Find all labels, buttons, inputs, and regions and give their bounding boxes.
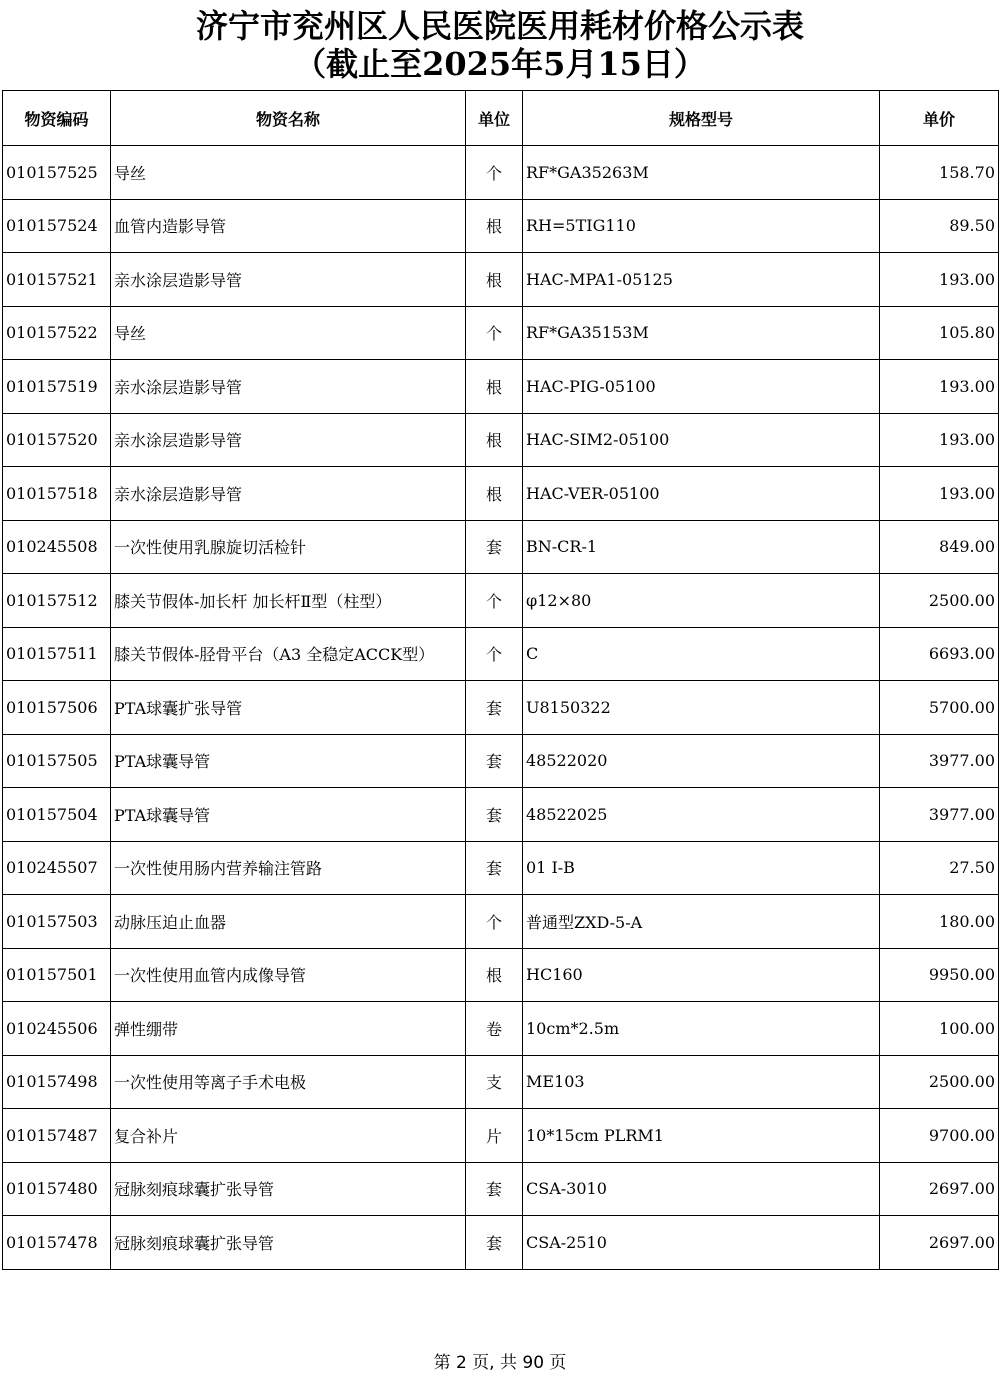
cell-name: 一次性使用乳腺旋切活检针 <box>111 520 466 574</box>
cell-name: 导丝 <box>111 306 466 360</box>
cell-code: 010157511 <box>3 627 111 681</box>
cell-spec: C <box>523 627 880 681</box>
cell-price: 193.00 <box>880 253 999 307</box>
cell-price: 158.70 <box>880 146 999 200</box>
cell-price: 3977.00 <box>880 788 999 842</box>
cell-name: 膝关节假体-胫骨平台（A3 全稳定ACCK型） <box>111 627 466 681</box>
page-subtitle-date: （截止至2025年5月15日） <box>294 45 706 83</box>
cell-unit: 支 <box>466 1055 523 1109</box>
cell-code: 010157504 <box>3 788 111 842</box>
cell-name: 一次性使用肠内营养输注管路 <box>111 841 466 895</box>
header-name: 物资名称 <box>111 91 466 146</box>
cell-unit: 个 <box>466 574 523 628</box>
cell-name: 动脉压迫止血器 <box>111 895 466 949</box>
table-row <box>3 413 999 467</box>
cell-unit: 卷 <box>466 1002 523 1056</box>
cell-name: 亲水涂层造影导管 <box>111 360 466 414</box>
cell-name: 冠脉刻痕球囊扩张导管 <box>111 1216 466 1270</box>
cell-code: 010157522 <box>3 306 111 360</box>
cell-unit: 个 <box>466 146 523 200</box>
cell-unit: 个 <box>466 306 523 360</box>
cell-spec: BN-CR-1 <box>523 520 880 574</box>
cell-spec: 10*15cm PLRM1 <box>523 1109 880 1163</box>
cell-name: 复合补片 <box>111 1109 466 1163</box>
table-row <box>3 627 999 681</box>
cell-name: 亲水涂层造影导管 <box>111 253 466 307</box>
header-unit: 单位 <box>466 91 523 146</box>
cell-spec: HAC-VER-05100 <box>523 467 880 521</box>
cell-spec: φ12×80 <box>523 574 880 628</box>
cell-unit: 套 <box>466 681 523 735</box>
cell-code: 010157505 <box>3 734 111 788</box>
cell-spec: 48522025 <box>523 788 880 842</box>
cell-unit: 根 <box>466 199 523 253</box>
cell-spec: HAC-SIM2-05100 <box>523 413 880 467</box>
table-row <box>3 841 999 895</box>
cell-spec: 01 Ⅰ-B <box>523 841 880 895</box>
cell-unit: 套 <box>466 734 523 788</box>
cell-unit: 套 <box>466 1216 523 1270</box>
cell-name: PTA球囊导管 <box>111 734 466 788</box>
cell-unit: 根 <box>466 360 523 414</box>
cell-price: 9700.00 <box>880 1109 999 1163</box>
cell-code: 010157478 <box>3 1216 111 1270</box>
cell-code: 010245508 <box>3 520 111 574</box>
page-footer: 第 2 页, 共 90 页 <box>433 1353 567 1373</box>
cell-code: 010157520 <box>3 413 111 467</box>
cell-name: 导丝 <box>111 146 466 200</box>
cell-price: 100.00 <box>880 1002 999 1056</box>
table-row <box>3 734 999 788</box>
cell-code: 010157519 <box>3 360 111 414</box>
cell-name: PTA球囊扩张导管 <box>111 681 466 735</box>
table-row <box>3 681 999 735</box>
cell-spec: 48522020 <box>523 734 880 788</box>
cell-price: 193.00 <box>880 360 999 414</box>
cell-price: 193.00 <box>880 467 999 521</box>
table-row <box>3 1162 999 1216</box>
cell-spec: U8150322 <box>523 681 880 735</box>
cell-spec: ME103 <box>523 1055 880 1109</box>
cell-code: 010157525 <box>3 146 111 200</box>
cell-code: 010245506 <box>3 1002 111 1056</box>
cell-unit: 套 <box>466 520 523 574</box>
cell-code: 010157512 <box>3 574 111 628</box>
cell-spec: RF*GA35263M <box>523 146 880 200</box>
cell-spec: HAC-MPA1-05125 <box>523 253 880 307</box>
cell-name: 冠脉刻痕球囊扩张导管 <box>111 1162 466 1216</box>
cell-name: 一次性使用等离子手术电极 <box>111 1055 466 1109</box>
table-row <box>3 199 999 253</box>
cell-price: 105.80 <box>880 306 999 360</box>
cell-code: 010157503 <box>3 895 111 949</box>
cell-unit: 根 <box>466 948 523 1002</box>
header-code: 物资编码 <box>3 91 111 146</box>
cell-code: 010157506 <box>3 681 111 735</box>
cell-unit: 套 <box>466 788 523 842</box>
cell-price: 849.00 <box>880 520 999 574</box>
header-spec: 规格型号 <box>523 91 880 146</box>
cell-code: 010245507 <box>3 841 111 895</box>
cell-price: 2500.00 <box>880 574 999 628</box>
cell-code: 010157480 <box>3 1162 111 1216</box>
cell-spec: CSA-2510 <box>523 1216 880 1270</box>
cell-spec: HAC-PIG-05100 <box>523 360 880 414</box>
table-row <box>3 146 999 200</box>
table-row <box>3 1055 999 1109</box>
cell-unit: 个 <box>466 895 523 949</box>
table-row <box>3 1002 999 1056</box>
cell-code: 010157518 <box>3 467 111 521</box>
cell-spec: RH=5TIG110 <box>523 199 880 253</box>
cell-code: 010157521 <box>3 253 111 307</box>
cell-spec: 10cm*2.5m <box>523 1002 880 1056</box>
table-row <box>3 1109 999 1163</box>
cell-price: 5700.00 <box>880 681 999 735</box>
cell-price: 180.00 <box>880 895 999 949</box>
cell-price: 6693.00 <box>880 627 999 681</box>
table-row <box>3 574 999 628</box>
cell-name: 亲水涂层造影导管 <box>111 413 466 467</box>
cell-spec: 普通型ZXD-5-A <box>523 895 880 949</box>
cell-code: 010157498 <box>3 1055 111 1109</box>
cell-unit: 根 <box>466 467 523 521</box>
table-row <box>3 788 999 842</box>
cell-unit: 个 <box>466 627 523 681</box>
cell-price: 89.50 <box>880 199 999 253</box>
cell-unit: 根 <box>466 413 523 467</box>
cell-name: 弹性绷带 <box>111 1002 466 1056</box>
cell-name: PTA球囊导管 <box>111 788 466 842</box>
cell-price: 193.00 <box>880 413 999 467</box>
cell-unit: 根 <box>466 253 523 307</box>
cell-spec: HC160 <box>523 948 880 1002</box>
table-row <box>3 306 999 360</box>
cell-price: 2697.00 <box>880 1162 999 1216</box>
cell-name: 亲水涂层造影导管 <box>111 467 466 521</box>
cell-price: 2697.00 <box>880 1216 999 1270</box>
table-row <box>3 467 999 521</box>
cell-name: 血管内造影导管 <box>111 199 466 253</box>
cell-price: 9950.00 <box>880 948 999 1002</box>
cell-spec: CSA-3010 <box>523 1162 880 1216</box>
cell-price: 3977.00 <box>880 734 999 788</box>
table-header-row <box>3 91 999 146</box>
cell-spec: RF*GA35153M <box>523 306 880 360</box>
cell-code: 010157524 <box>3 199 111 253</box>
table-row <box>3 360 999 414</box>
table-row <box>3 895 999 949</box>
cell-unit: 套 <box>466 841 523 895</box>
table-row <box>3 520 999 574</box>
cell-unit: 套 <box>466 1162 523 1216</box>
cell-price: 2500.00 <box>880 1055 999 1109</box>
cell-price: 27.50 <box>880 841 999 895</box>
price-table <box>2 90 999 1270</box>
table-row <box>3 948 999 1002</box>
table-row <box>3 253 999 307</box>
cell-name: 膝关节假体-加长杆 加长杆Ⅱ型（柱型） <box>111 574 466 628</box>
cell-name: 一次性使用血管内成像导管 <box>111 948 466 1002</box>
table-body <box>3 146 999 1270</box>
header-price: 单价 <box>880 91 999 146</box>
cell-code: 010157501 <box>3 948 111 1002</box>
cell-code: 010157487 <box>3 1109 111 1163</box>
page-title: 济宁市兖州区人民医院医用耗材价格公示表 <box>195 7 804 45</box>
cell-unit: 片 <box>466 1109 523 1163</box>
table-row <box>3 1216 999 1270</box>
